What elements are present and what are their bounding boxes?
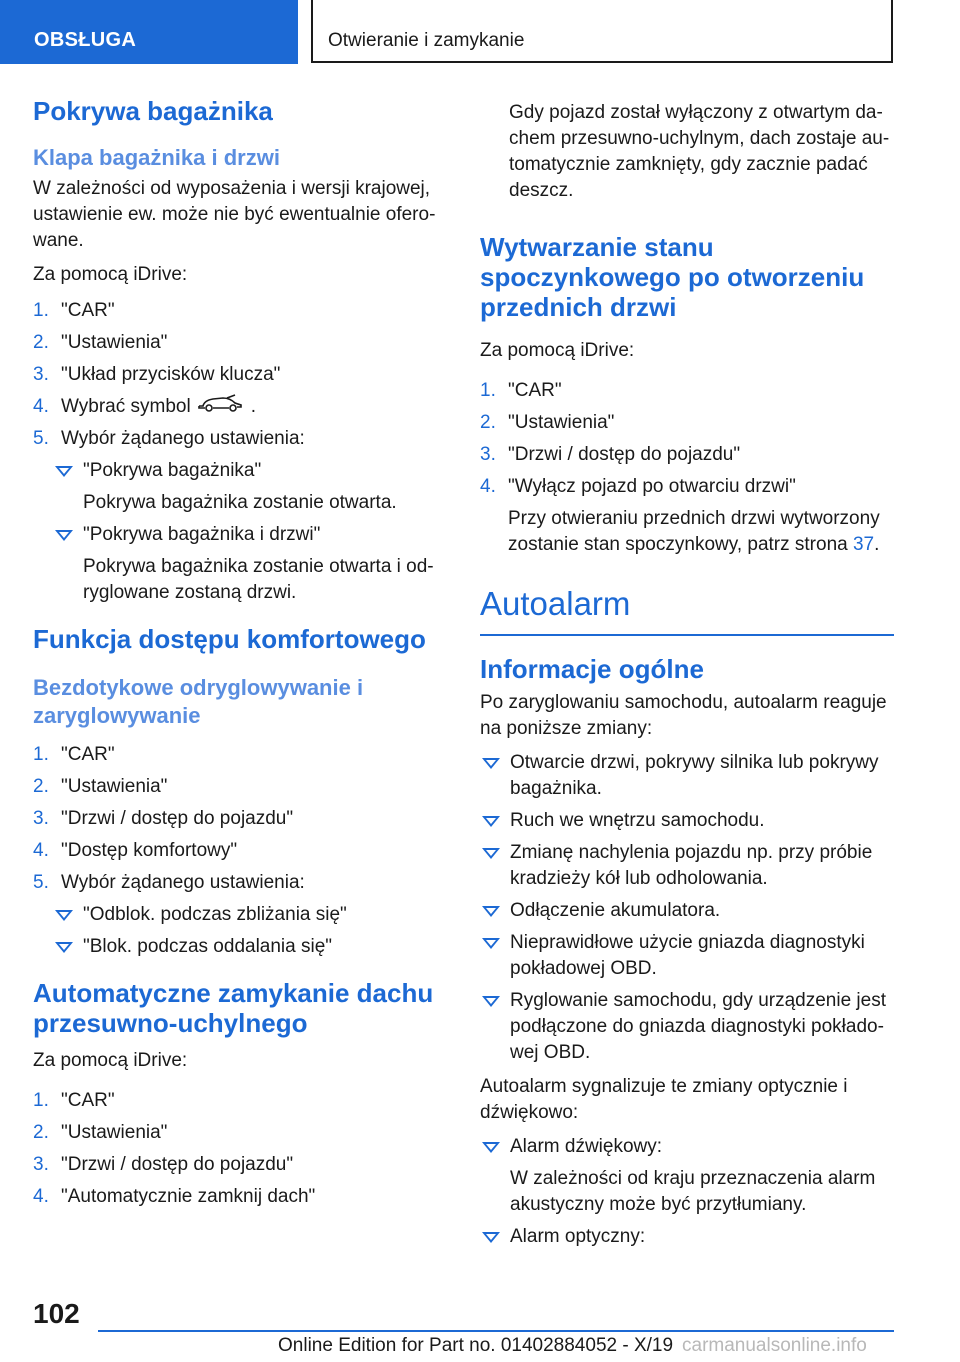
title-wytwarzanie: Wytwarzanie stanu spoczynkowego po otworzeniu przednich drzwi xyxy=(480,232,865,322)
step-note: Przy otwieraniu przednich drzwi wytworzony zostanie stan spoczynkowy, patrz strona 37. xyxy=(508,508,880,555)
list-item: Alarm optyczny: xyxy=(480,1224,894,1250)
list-item: 2. "Ustawienia" xyxy=(33,1122,168,1144)
triangle-bullet-icon xyxy=(482,996,500,1007)
paragraph-intro: W zależności od wyposażenia i wersji krajowej, ustawienie ew. może nie być ewentualnie ofero-wane. xyxy=(33,178,436,251)
paragraph-lead: Za pomocą iDrive: xyxy=(480,340,635,361)
steps-list-2 xyxy=(33,742,439,896)
title-klapa: Klapa bagażnika i drzwi xyxy=(33,145,280,170)
list-item: 4. "Wyłącz pojazd po otwarciu drzwi" Przy otwieraniu przednich drzwi wytworzony zostanie stan spoczynkowy, patrz strona 37. xyxy=(480,474,894,558)
list-item: "Blok. podczas oddalania się" xyxy=(53,934,439,960)
alarm-conditions-list xyxy=(480,750,894,1066)
list-item: 1. "CAR" xyxy=(33,744,115,766)
triangle-bullet-icon xyxy=(55,466,73,477)
triangle-bullet-icon xyxy=(482,938,500,949)
triangle-bullet-icon xyxy=(55,530,73,541)
title-automatyczne: Automatyczne zamykanie dachu przesuwno-uchylnego xyxy=(33,978,434,1039)
footer-divider xyxy=(98,1330,894,1332)
list-item: 1. "CAR" xyxy=(480,380,562,401)
footer-edition: Online Edition for Part no. 01402884052 - X/19 xyxy=(278,1335,674,1356)
car-rear-hatch-icon xyxy=(197,394,243,420)
list-item: 5. Wybór żądanego ustawienia: xyxy=(33,428,305,450)
list-item: Odłączenie akumulatora. xyxy=(480,898,894,924)
list-item: "Pokrywa bagażnika i drzwi" Pokrywa bagażnika zostanie otwarta i od-ryglowane zostaną drzwi. xyxy=(53,522,439,606)
section-divider xyxy=(480,634,894,636)
left-column xyxy=(33,96,439,1218)
alarm-types-list xyxy=(480,1134,894,1250)
title-informacje: Informacje ogólne xyxy=(480,654,704,684)
list-item: 2. "Ustawienia" xyxy=(480,412,615,433)
paragraph-continued: Gdy pojazd został wyłączony z otwartym da-chem przesuwno-uchylnym, dach zostaje au-tomatycznie zamknięty, gdy zacznie padać deszcz. xyxy=(509,102,890,201)
list-item: 3. "Drzwi / dostęp do pojazdu" xyxy=(480,444,741,465)
list-item: 2. "Ustawienia" xyxy=(33,776,168,798)
triangle-bullet-icon xyxy=(55,910,73,921)
list-item: 3. "Drzwi / dostęp do pojazdu" xyxy=(33,808,294,830)
list-item: 4. Wybrać symbol . xyxy=(33,394,439,420)
list-item: "Odblok. podczas zbliżania się" xyxy=(53,902,439,928)
steps-list-1 xyxy=(33,298,439,452)
right-column xyxy=(480,100,894,1258)
steps-list-3 xyxy=(33,1088,439,1210)
options-list-1 xyxy=(53,458,439,606)
title-pokrywa: Pokrywa bagażnika xyxy=(33,96,273,126)
list-item: Alarm dźwiękowy: W zależności od kraju przeznaczenia alarm akustyczny może być przytłumiany. xyxy=(480,1134,894,1218)
triangle-bullet-icon xyxy=(482,758,500,769)
list-item: Nieprawidłowe użycie gniazda diagnostyki pokładowej OBD. xyxy=(480,930,894,982)
page-link[interactable]: 37 xyxy=(852,534,875,555)
steps-list-4 xyxy=(480,378,894,558)
list-item: Zmianę nachylenia pojazdu np. przy próbie kradzieży kół lub odholowania. xyxy=(480,840,894,892)
header-chapter-box xyxy=(311,0,893,63)
list-item: Otwarcie drzwi, pokrywy silnika lub pokrywy bagażnika. xyxy=(480,750,894,802)
options-list-2 xyxy=(53,902,439,960)
header-section-tab xyxy=(0,0,298,64)
footer-watermark: carmanualsonline.info xyxy=(682,1335,867,1356)
triangle-bullet-icon xyxy=(482,848,500,859)
chapter-label: Otwieranie i zamykanie xyxy=(328,30,525,51)
list-item: 2. "Ustawienia" xyxy=(33,332,168,353)
list-item: 3. "Układ przycisków klucza" xyxy=(33,364,281,385)
title-autoalarm: Autoalarm xyxy=(480,585,631,622)
title-funkcja: Funkcja dostępu komfortowego xyxy=(33,624,426,655)
list-item: 3. "Drzwi / dostęp do pojazdu" xyxy=(33,1154,294,1176)
triangle-bullet-icon xyxy=(55,942,73,953)
list-item: 4. "Dostęp komfortowy" xyxy=(33,840,238,862)
paragraph-lead: Za pomocą iDrive: xyxy=(33,1050,188,1072)
triangle-bullet-icon xyxy=(482,816,500,827)
paragraph-lead: Za pomocą iDrive: xyxy=(33,264,188,285)
triangle-bullet-icon xyxy=(482,1142,500,1153)
list-item: 5. Wybór żądanego ustawienia: xyxy=(33,872,305,894)
triangle-bullet-icon xyxy=(482,1232,500,1243)
paragraph-signal: Autoalarm sygnalizuje te zmiany optycznie i dźwiękowo: xyxy=(480,1076,848,1123)
list-item: 1. "CAR" xyxy=(33,1090,115,1112)
paragraph-intro: Po zaryglowaniu samochodu, autoalarm reaguje na poniższe zmiany: xyxy=(480,692,887,739)
list-item: 4. "Automatycznie zamknij dach" xyxy=(33,1186,316,1208)
list-item: Ryglowanie samochodu, gdy urządzenie jest podłączone do gniazda diagnostyki pokłado-wej OBD. xyxy=(480,988,894,1066)
title-bezdotykowe: Bezdotykowe odryglowywanie i zaryglowywanie xyxy=(33,675,364,729)
list-item: Ruch we wnętrzu samochodu. xyxy=(480,808,894,834)
list-item: 1. "CAR" xyxy=(33,300,115,321)
page-number: 102 xyxy=(33,1298,80,1329)
section-label: OBSŁUGA xyxy=(34,29,137,51)
list-item: "Pokrywa bagażnika" Pokrywa bagażnika zostanie otwarta. xyxy=(53,458,439,516)
triangle-bullet-icon xyxy=(482,906,500,917)
